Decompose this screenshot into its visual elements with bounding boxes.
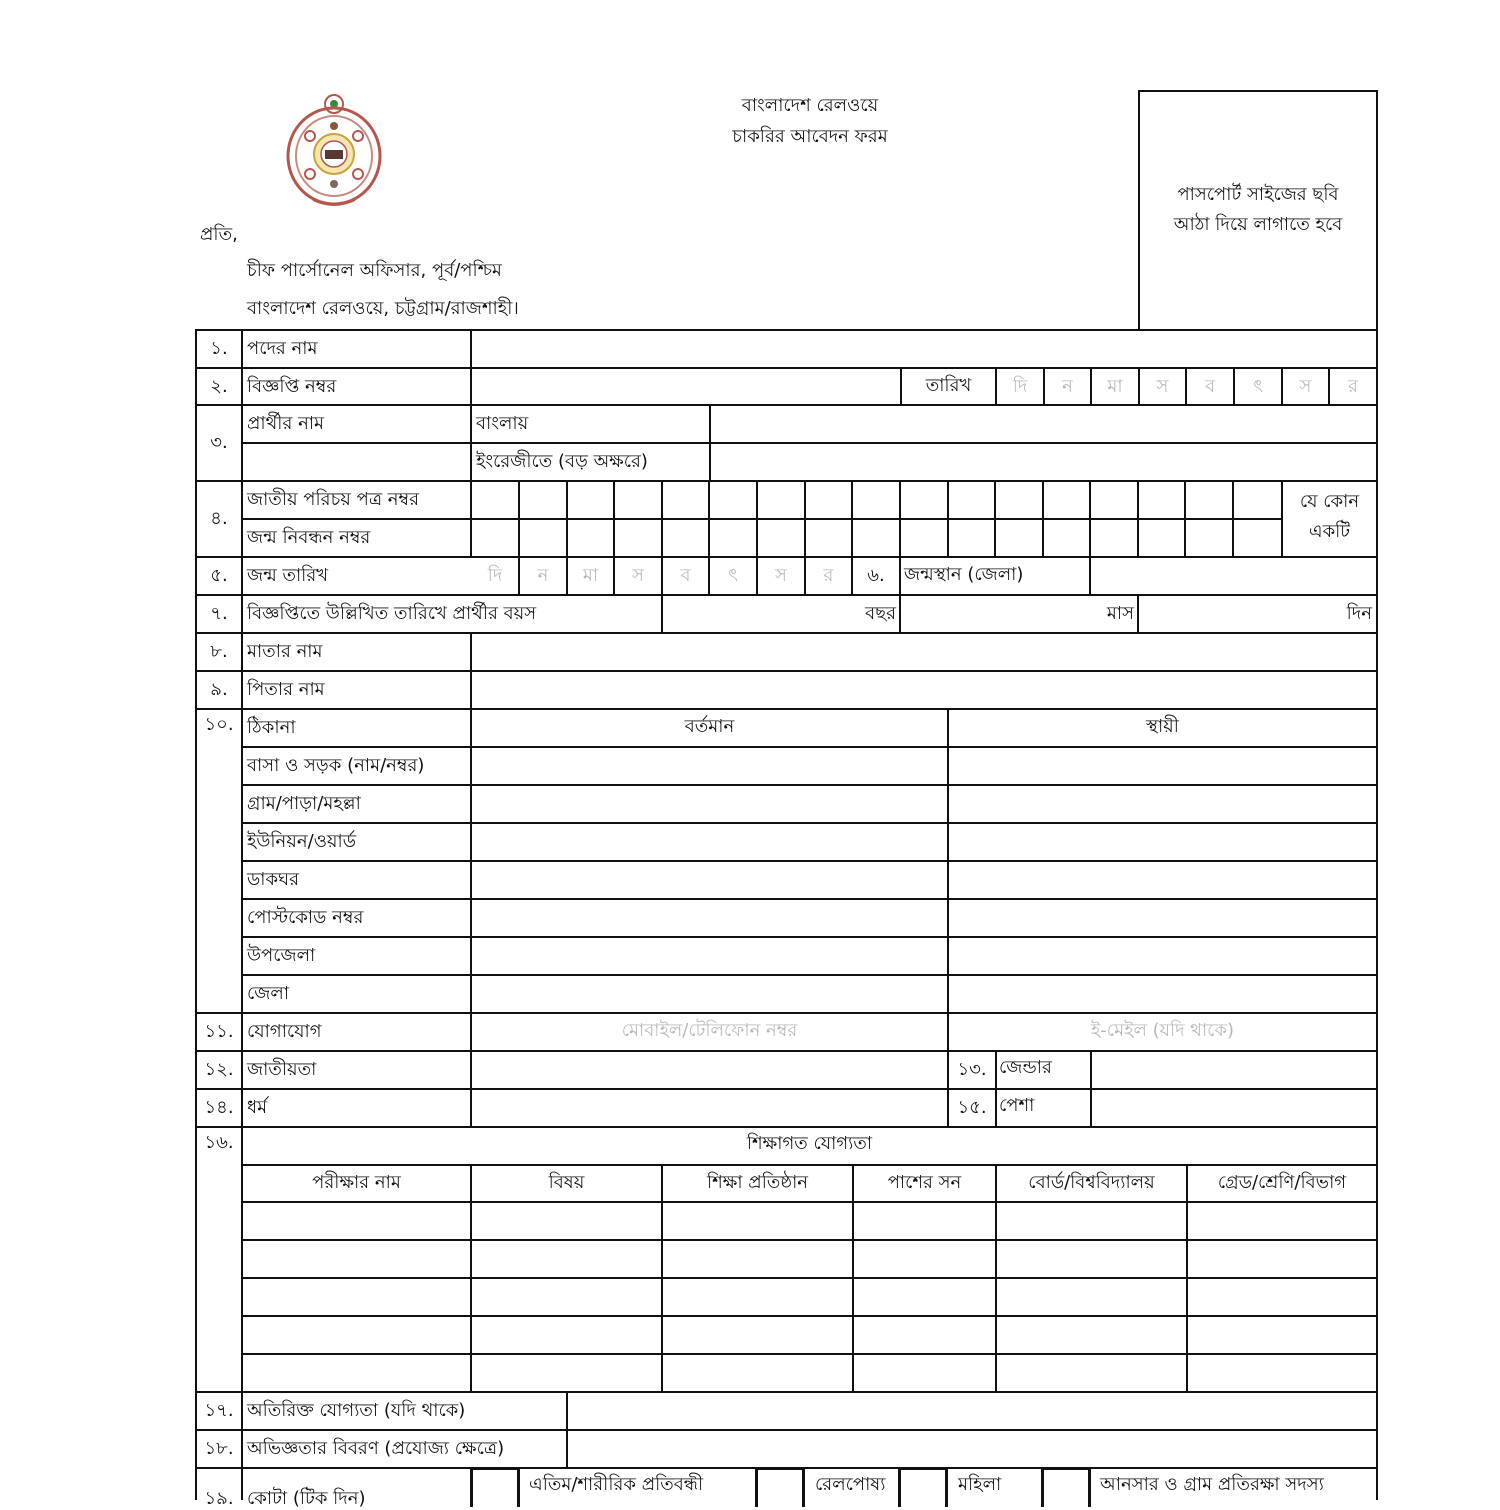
label-circular-number: বিজ্ঞপ্তি নম্বর [247,376,337,397]
permanent-post-office-input[interactable] [949,862,1376,898]
phone-placeholder: মোবাইল/টেলিফোন নম্বর [621,1020,798,1041]
form-title: চাকরির আবেদন ফরম [732,126,888,147]
dob-digit-d1[interactable]: দি [487,565,503,586]
edu-col-grade-class: গ্রেড/শ্রেণি/বিভাগ [1217,1172,1347,1193]
note-any-one-line2: একটি [1308,521,1351,542]
phone-input[interactable] [473,1014,947,1050]
permanent-house-road-input[interactable] [949,748,1376,784]
row-number-6: ৬. [867,565,885,586]
label-years: বছর [865,603,896,624]
occupation-input[interactable] [1092,1090,1376,1126]
label-nid-number: জাতীয় পরিচয় পত্র নম্বর [247,489,420,510]
mother-name-input[interactable] [473,634,1376,670]
date-digit-m1[interactable]: মা [1107,376,1123,397]
quota-railway-dependent-label: রেলপোষ্য [815,1474,886,1495]
row-number-19: ১৯. [204,1488,234,1509]
label-applicant-name: প্রার্থীর নাম [247,413,325,434]
dob-digit-m1[interactable]: মা [582,565,599,586]
label-name-bangla: বাংলায় [476,413,529,434]
edu-col-exam-name: পরীক্ষার নাম [312,1172,401,1193]
label-occupation: পেশা [999,1095,1035,1116]
experience-details-input[interactable] [568,1431,1376,1467]
label-gender: জেন্ডার [999,1057,1052,1078]
label-religion: ধর্ম [247,1097,268,1118]
education-row[interactable] [243,1317,1376,1353]
quota-ansar-vdp-label: আনসার ও গ্রাম প্রতিরক্ষা সদস্য [1100,1474,1324,1495]
row-number-15: ১৫. [957,1097,987,1118]
religion-input[interactable] [473,1090,947,1126]
dob-digit-y2[interactable]: ৎ [728,565,738,586]
education-row[interactable] [243,1279,1376,1315]
row-number-4: ৪. [210,508,228,529]
gender-input[interactable] [1092,1052,1376,1088]
edu-col-institution: শিক্ষা প্রতিষ্ঠান [706,1172,809,1193]
permanent-village-input[interactable] [949,786,1376,822]
label-post-name: পদের নাম [247,338,318,359]
dob-digit-y4[interactable]: র [823,565,834,586]
edu-col-passing-year: পাশের সন [887,1172,962,1193]
birthplace-district-input[interactable] [1091,558,1376,594]
dob-digit-m2[interactable]: স [632,565,644,586]
circular-number-input[interactable] [473,369,900,404]
permanent-district-input[interactable] [949,976,1376,1012]
salutation-to: প্রতি, [200,224,238,245]
row-number-10: ১০. [204,714,234,735]
label-date-of-birth: জন্ম তারিখ [247,565,329,586]
present-post-office-input[interactable] [473,862,947,898]
row-number-12: ১২. [204,1059,234,1080]
row-number-7: ৭. [210,603,228,624]
row-number-1: ১. [210,338,228,359]
date-digit-y2[interactable]: ৎ [1253,376,1263,397]
dob-digit-d2[interactable]: ন [537,565,549,586]
label-birthplace-district: জন্মস্থান (জেলা) [904,564,1024,585]
label-additional-qualification: অতিরিক্ত যোগ্যতা (যদি থাকে) [247,1400,466,1421]
date-digit-m2[interactable]: স [1156,376,1169,397]
column-permanent-address: স্থায়ী [1146,716,1179,737]
label-circular-date: তারিখ [925,375,972,396]
label-quota: কোটা (টিক দিন) [247,1488,366,1509]
permanent-postcode-input[interactable] [949,900,1376,936]
label-birth-registration-number: জন্ম নিবন্ধন নম্বর [247,527,371,548]
quota-ansar-vdp-checkbox[interactable] [1041,1467,1091,1507]
label-union-ward: ইউনিয়ন/ওয়ার্ড [247,831,357,852]
label-house-road: বাসা ও সড়ক (নাম/নম্বর) [247,755,425,776]
label-address: ঠিকানা [247,717,296,738]
row-number-17: ১৭. [204,1400,234,1421]
recipient-line2: বাংলাদেশ রেলওয়ে, চট্টগ্রাম/রাজশাহী। [247,298,519,319]
post-name-input[interactable] [473,331,1376,367]
quota-orphan-disabled-label: এতিম/শারীরিক প্রতিবন্ধী [529,1474,704,1495]
education-row[interactable] [243,1203,1376,1239]
row-number-2: ২. [210,376,228,397]
education-row[interactable] [243,1241,1376,1277]
row-number-14: ১৪. [204,1097,234,1118]
row-number-16: ১৬. [204,1132,234,1153]
present-district-input[interactable] [473,976,947,1012]
label-upazila: উপজেলা [247,945,316,966]
date-digit-y3[interactable]: স [1299,376,1312,397]
email-input[interactable] [949,1014,1376,1050]
nid-number-input[interactable] [473,482,1281,518]
photo-instruction-line1: পাসপোর্ট সাইজের ছবি [1177,184,1339,205]
quota-railway-dependent-checkbox[interactable] [755,1467,805,1507]
quota-orphan-disabled-checkbox[interactable] [470,1467,520,1507]
label-mother-name: মাতার নাম [247,641,323,662]
dob-digit-y1[interactable]: ব [680,565,691,586]
label-father-name: পিতার নাম [247,679,325,700]
photo-instruction-line2: আঠা দিয়ে লাগাতে হবে [1173,214,1343,235]
row-number-3: ৩. [210,432,228,453]
education-row[interactable] [243,1355,1376,1391]
quota-female-label: মহিলা [958,1474,1002,1495]
date-digit-y1[interactable]: ব [1204,376,1216,397]
row-number-9: ৯. [210,679,228,700]
quota-female-checkbox[interactable] [898,1467,948,1507]
label-village: গ্রাম/পাড়া/মহল্লা [247,793,361,814]
label-nationality: জাতীয়তা [247,1059,317,1080]
email-placeholder: ই-মেইল (যদি থাকে) [1090,1020,1235,1041]
father-name-input[interactable] [473,672,1376,708]
birth-registration-input[interactable] [473,520,1281,556]
label-postcode: পোস্টকোড নম্বর [247,907,364,928]
name-bangla-input[interactable] [711,406,1376,442]
label-contact: যোগাযোগ [247,1021,322,1042]
permanent-union-ward-input[interactable] [949,824,1376,860]
note-any-one-line1: যে কোন [1299,491,1360,512]
additional-qualification-input[interactable] [568,1393,1376,1429]
row-number-8: ৮. [210,641,228,662]
nationality-input[interactable] [473,1052,947,1088]
row-number-13: ১৩. [957,1059,987,1080]
present-union-ward-input[interactable] [473,824,947,860]
education-section-title: শিক্ষাগত যোগ্যতা [746,1133,873,1154]
label-age-on-circular-date: বিজ্ঞপ্তিতে উল্লিখিত তারিখে প্রার্থীর বয়স [247,603,537,624]
label-experience-details: অভিজ্ঞতার বিবরণ (প্রযোজ্য ক্ষেত্রে) [247,1438,505,1459]
column-present-address: বর্তমান [684,716,735,737]
label-district: জেলা [247,983,290,1004]
edu-col-subject: বিষয় [548,1172,585,1193]
date-digit-d1[interactable]: দি [1012,376,1028,397]
recipient-line1: চীফ পার্সোনেল অফিসার, পূর্ব/পশ্চিম [247,260,502,281]
label-name-english: ইংরেজীতে (বড় অক্ষরে) [476,451,648,472]
label-days: দিন [1346,603,1372,624]
dob-digit-y3[interactable]: স [775,565,787,586]
row-number-11: ১১. [204,1021,234,1042]
permanent-upazila-input[interactable] [949,938,1376,974]
name-english-input[interactable] [711,444,1376,480]
row-number-18: ১৮. [204,1438,234,1459]
present-upazila-input[interactable] [473,938,947,974]
present-postcode-input[interactable] [473,900,947,936]
edu-col-board-university: বোর্ড/বিশ্ববিদ্যালয় [1028,1172,1155,1193]
org-name: বাংলাদেশ রেলওয়ে [741,95,879,116]
date-digit-d2[interactable]: ন [1062,376,1073,397]
label-months: মাস [1106,603,1134,624]
date-digit-y4[interactable]: র [1348,376,1358,397]
present-house-road-input[interactable] [473,748,947,784]
present-village-input[interactable] [473,786,947,822]
label-post-office: ডাকঘর [247,869,300,890]
row-number-5: ৫. [210,565,228,586]
